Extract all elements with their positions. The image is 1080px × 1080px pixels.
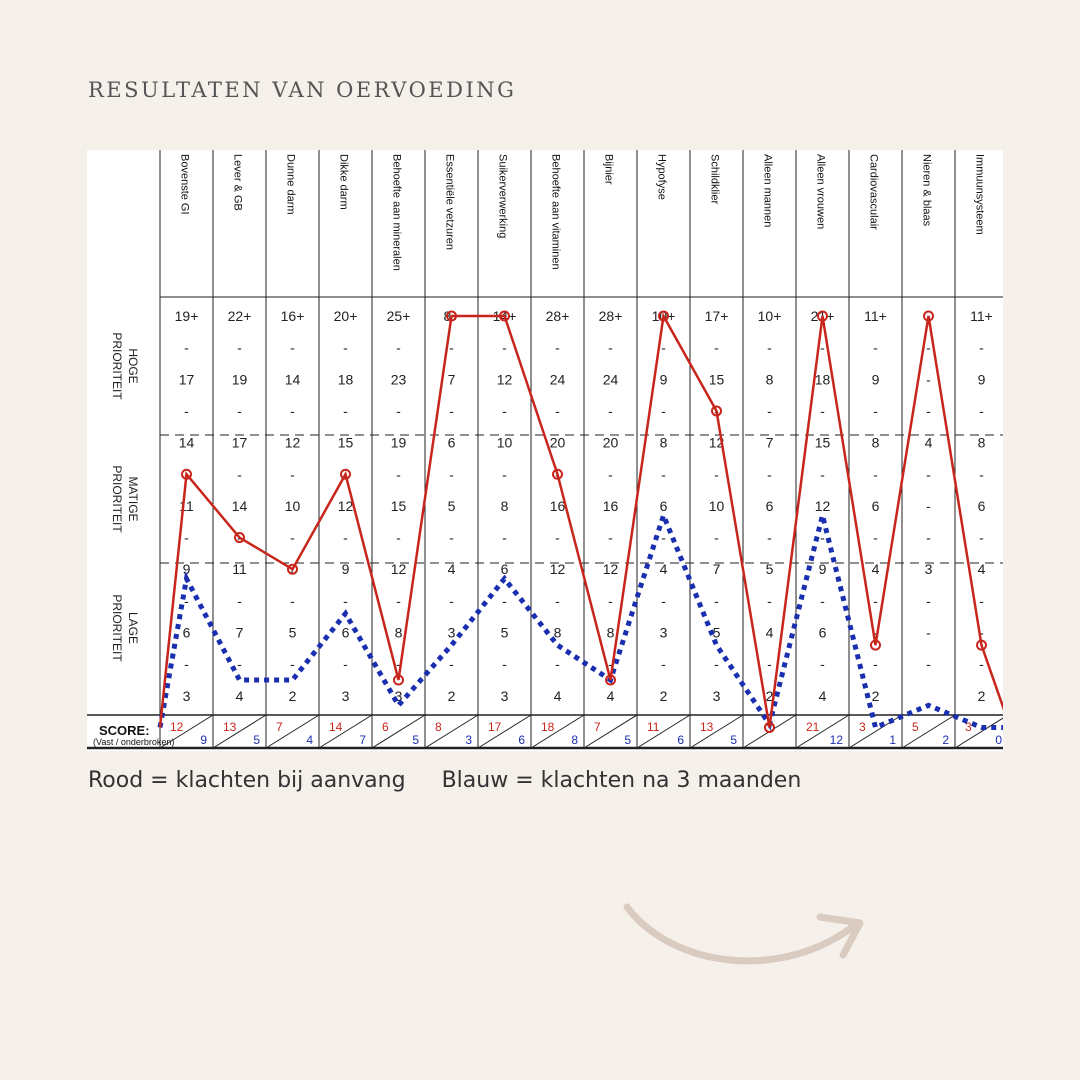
scale-label: 8+ bbox=[443, 308, 460, 324]
scale-label: - bbox=[237, 339, 242, 356]
scale-label: 15 bbox=[337, 434, 354, 451]
scale-label: 18 bbox=[337, 371, 354, 388]
scale-label: - bbox=[449, 529, 454, 546]
scale-label: 4 bbox=[924, 434, 933, 451]
score-blue: 5 bbox=[253, 733, 260, 747]
scale-label: 3 bbox=[394, 687, 403, 704]
scale-label: 9 bbox=[871, 371, 880, 388]
column-header: Suikerverwerking bbox=[496, 154, 509, 239]
scale-label: 22+ bbox=[227, 308, 252, 324]
scale-label: - bbox=[343, 592, 348, 609]
score-red: 7 bbox=[276, 720, 283, 734]
scale-label: - bbox=[767, 529, 772, 546]
scale-label: 10 bbox=[496, 434, 513, 451]
scale-label: - bbox=[820, 402, 825, 419]
zone-label: LAGE bbox=[126, 611, 140, 645]
scale-label: 12 bbox=[284, 434, 301, 451]
scale-label: 14+ bbox=[492, 308, 517, 324]
score-blue: 5 bbox=[412, 733, 419, 747]
scale-label: 3 bbox=[447, 624, 456, 641]
scale-label: 12 bbox=[337, 497, 354, 514]
scale-label: - bbox=[873, 656, 878, 673]
score-red: 5 bbox=[912, 720, 919, 734]
scale-label: 3 bbox=[500, 687, 509, 704]
column-header: Dikke darm bbox=[337, 154, 350, 210]
scale-label: - bbox=[714, 656, 719, 673]
scale-label: 9 bbox=[977, 371, 986, 388]
score-red: 17 bbox=[488, 720, 502, 734]
scale-label: 3 bbox=[182, 687, 191, 704]
scale-label: - bbox=[714, 529, 719, 546]
score-blue: 2 bbox=[942, 733, 949, 747]
score-red: 7 bbox=[594, 720, 601, 734]
column-header: Nieren & blaas bbox=[920, 154, 933, 227]
scale-label: 14 bbox=[284, 371, 301, 388]
score-blue: 6 bbox=[677, 733, 684, 747]
scale-label: 15 bbox=[708, 371, 725, 388]
scale-label: 9 bbox=[341, 561, 350, 578]
score-red: 13 bbox=[700, 720, 714, 734]
scale-label: - bbox=[449, 402, 454, 419]
scale-label: 6 bbox=[765, 497, 774, 514]
scale-label: 8 bbox=[500, 497, 509, 514]
scale-label: 9 bbox=[818, 561, 827, 578]
page-title: RESULTATEN VAN OERVOEDING bbox=[88, 78, 517, 102]
scale-label: - bbox=[608, 466, 613, 483]
score-red: 3 bbox=[859, 720, 866, 734]
scale-label: - bbox=[661, 466, 666, 483]
column-header: Essentiële vetzuren bbox=[443, 154, 456, 250]
scale-label: - bbox=[343, 402, 348, 419]
scale-label: - bbox=[184, 466, 189, 483]
scale-label: - bbox=[396, 592, 401, 609]
scale-label: - bbox=[767, 656, 772, 673]
scale-label: - bbox=[396, 339, 401, 356]
scale-label: - bbox=[290, 466, 295, 483]
scale-label: - bbox=[608, 339, 613, 356]
scale-label: 3 bbox=[712, 687, 721, 704]
column-header: Dunne darm bbox=[284, 154, 297, 215]
score-blue: 1 bbox=[889, 733, 896, 747]
score-blue: 7 bbox=[359, 733, 366, 747]
score-blue: 6 bbox=[518, 733, 525, 747]
scale-label: 6 bbox=[447, 434, 456, 451]
scale-label: - bbox=[184, 402, 189, 419]
scale-label: 4 bbox=[977, 561, 986, 578]
scale-label: 17+ bbox=[704, 308, 729, 324]
scale-label: - bbox=[820, 529, 825, 546]
scale-label: 4 bbox=[818, 687, 827, 704]
scale-label: - bbox=[555, 466, 560, 483]
scale-label: - bbox=[873, 624, 878, 641]
scale-label: - bbox=[396, 402, 401, 419]
scale-label: - bbox=[926, 402, 931, 419]
scale-label: 6 bbox=[500, 561, 509, 578]
scale-label: - bbox=[873, 529, 878, 546]
scale-label: - bbox=[449, 339, 454, 356]
scale-label: 4 bbox=[235, 687, 244, 704]
scale-label: - bbox=[343, 339, 348, 356]
scale-label: 11+ bbox=[970, 308, 993, 324]
score-red: 8 bbox=[435, 720, 442, 734]
scale-label: - bbox=[555, 656, 560, 673]
scale-label: 8 bbox=[394, 624, 403, 641]
chart-svg bbox=[87, 150, 1003, 751]
scale-label: - bbox=[555, 529, 560, 546]
scale-label: - bbox=[873, 339, 878, 356]
scale-label: - bbox=[608, 402, 613, 419]
scale-label: - bbox=[290, 592, 295, 609]
scale-label: - bbox=[237, 592, 242, 609]
scale-label: - bbox=[396, 656, 401, 673]
scale-label: 7 bbox=[235, 624, 244, 641]
scale-label: 17 bbox=[178, 371, 195, 388]
scale-label: 19 bbox=[231, 371, 248, 388]
scale-label: - bbox=[714, 402, 719, 419]
column-header: Bovenste GI bbox=[178, 154, 191, 215]
scale-label: - bbox=[926, 466, 931, 483]
scale-label: 2 bbox=[871, 687, 880, 704]
scale-label: 6 bbox=[818, 624, 827, 641]
scale-label: 19+ bbox=[174, 308, 199, 324]
scale-label: 8 bbox=[553, 624, 562, 641]
scale-label: - bbox=[184, 339, 189, 356]
scale-label: 23 bbox=[390, 371, 407, 388]
zone-label: PRIORITEIT bbox=[110, 594, 124, 662]
score-red: 6 bbox=[382, 720, 389, 734]
scale-label: - bbox=[237, 529, 242, 546]
scale-label: 12 bbox=[549, 561, 566, 578]
column-header: Bijnier bbox=[602, 154, 615, 185]
scale-label: - bbox=[661, 402, 666, 419]
scale-label: 15 bbox=[390, 497, 407, 514]
scale-label: 10+ bbox=[757, 308, 782, 324]
score-blue: 5 bbox=[624, 733, 631, 747]
scale-label: - bbox=[979, 339, 984, 356]
scale-label: 10 bbox=[284, 497, 301, 514]
scale-label: - bbox=[184, 656, 189, 673]
legend-blue: Blauw = klachten na 3 maanden bbox=[441, 768, 802, 793]
scale-label: 6 bbox=[977, 497, 986, 514]
scale-label: 11 bbox=[179, 497, 194, 514]
scale-label: - bbox=[926, 497, 931, 514]
scale-label: 4 bbox=[659, 561, 668, 578]
scale-label: 8 bbox=[871, 434, 880, 451]
scale-label: - bbox=[873, 466, 878, 483]
zone-label: PRIORITEIT bbox=[110, 332, 124, 400]
scale-label: - bbox=[290, 402, 295, 419]
scale-label: 14 bbox=[178, 434, 195, 451]
scale-label: 8 bbox=[765, 371, 774, 388]
legend bbox=[88, 768, 801, 793]
scale-label: 5 bbox=[500, 624, 509, 641]
scale-label: 5 bbox=[712, 624, 721, 641]
score-blue: 9 bbox=[200, 733, 207, 747]
scale-label: - bbox=[661, 339, 666, 356]
scale-label: 6 bbox=[182, 624, 191, 641]
scale-label: 4 bbox=[871, 561, 880, 578]
score-blue: 4 bbox=[306, 733, 313, 747]
scale-label: - bbox=[290, 529, 295, 546]
scale-label: - bbox=[820, 466, 825, 483]
scale-label: - bbox=[926, 624, 931, 641]
scale-label: - bbox=[979, 402, 984, 419]
zone-label: HOGE bbox=[126, 348, 140, 384]
scale-label: - bbox=[343, 529, 348, 546]
scale-label: - bbox=[926, 529, 931, 546]
scale-label: - bbox=[767, 339, 772, 356]
column-header: Alleen vrouwen bbox=[814, 154, 827, 230]
scale-label: 5 bbox=[765, 561, 774, 578]
scale-label: 21+ bbox=[810, 308, 835, 324]
score-red: 21 bbox=[806, 720, 820, 734]
scale-label: - bbox=[767, 592, 772, 609]
scale-label: 12 bbox=[708, 434, 725, 451]
scale-label: - bbox=[290, 656, 295, 673]
scale-label: 10+ bbox=[651, 308, 676, 324]
scale-label: - bbox=[608, 592, 613, 609]
score-red: 13 bbox=[223, 720, 237, 734]
scale-label: - bbox=[714, 339, 719, 356]
scale-label: - bbox=[661, 592, 666, 609]
score-red: 18 bbox=[541, 720, 555, 734]
scale-label: 19 bbox=[390, 434, 407, 451]
scale-label: 3 bbox=[341, 687, 350, 704]
scale-label: - bbox=[502, 529, 507, 546]
scale-label: - bbox=[237, 656, 242, 673]
scale-label: 4 bbox=[765, 624, 774, 641]
scale-label: 18 bbox=[814, 371, 831, 388]
scale-label: - bbox=[873, 592, 878, 609]
scale-label: - bbox=[979, 592, 984, 609]
scale-label: - bbox=[502, 656, 507, 673]
scale-label: 15 bbox=[814, 434, 831, 451]
score-red: 3 bbox=[965, 720, 972, 734]
scale-label: 3 bbox=[659, 624, 668, 641]
scale-label: - bbox=[502, 339, 507, 356]
score-red: 11 bbox=[647, 720, 660, 734]
column-header: Hypofyse bbox=[655, 154, 668, 200]
scale-label: - bbox=[820, 656, 825, 673]
zone-label: PRIORITEIT bbox=[110, 465, 124, 533]
scale-label: - bbox=[396, 529, 401, 546]
scale-label: 20 bbox=[602, 434, 619, 451]
scale-label: - bbox=[449, 656, 454, 673]
scale-label: 25+ bbox=[386, 308, 411, 324]
scale-label: - bbox=[502, 466, 507, 483]
scale-label: - bbox=[714, 592, 719, 609]
next-arrow-icon[interactable] bbox=[615, 895, 875, 985]
zone-label: MATIGE bbox=[126, 476, 140, 522]
scale-label: - bbox=[873, 402, 878, 419]
scale-label: - bbox=[767, 402, 772, 419]
score-blue: 5 bbox=[730, 733, 737, 747]
scale-label: - bbox=[237, 402, 242, 419]
scale-label: - bbox=[502, 402, 507, 419]
scale-label: - bbox=[979, 466, 984, 483]
scale-label: - bbox=[608, 656, 613, 673]
scale-label: - bbox=[184, 592, 189, 609]
column-header: Schildklier bbox=[708, 154, 721, 205]
scale-label: 12 bbox=[496, 371, 513, 388]
scale-label: 24 bbox=[602, 371, 619, 388]
score-sublabel: (Vast / onderbroken) bbox=[93, 737, 175, 747]
scale-label: 12 bbox=[602, 561, 619, 578]
scale-label: 5 bbox=[447, 497, 456, 514]
scale-label: - bbox=[502, 592, 507, 609]
score-blue: 8 bbox=[571, 733, 578, 747]
scale-label: 8 bbox=[977, 434, 986, 451]
scale-label: 9 bbox=[182, 561, 191, 578]
scale-label: 2 bbox=[659, 687, 668, 704]
scale-label: 20+ bbox=[333, 308, 358, 324]
scale-label: - bbox=[184, 529, 189, 546]
scale-label: 4 bbox=[553, 687, 562, 704]
scale-label: - bbox=[979, 656, 984, 673]
scale-label: 2 bbox=[765, 687, 774, 704]
scale-label: 11+ bbox=[864, 308, 887, 324]
column-header: Immuunsysteem bbox=[973, 154, 986, 235]
scale-label: 4 bbox=[447, 561, 456, 578]
scale-label: - bbox=[237, 466, 242, 483]
scale-label: - bbox=[555, 402, 560, 419]
scale-label: - bbox=[979, 529, 984, 546]
legend-red: Rood = klachten bij aanvang bbox=[88, 768, 406, 793]
scale-label: 8 bbox=[659, 434, 668, 451]
column-header: Behoefte aan vitaminen bbox=[549, 154, 562, 270]
scale-label: 7 bbox=[447, 371, 456, 388]
column-header: Cardiovasculair bbox=[867, 154, 880, 230]
scale-label: 7 bbox=[712, 561, 721, 578]
scale-label: 5 bbox=[288, 624, 297, 641]
scale-label: - bbox=[608, 529, 613, 546]
scale-label: - bbox=[767, 466, 772, 483]
scale-label: 16 bbox=[602, 497, 619, 514]
scale-label: 7 bbox=[288, 561, 297, 578]
score-blue: 12 bbox=[829, 733, 843, 747]
column-header: Alleen mannen bbox=[761, 154, 774, 228]
scale-label: 3 bbox=[924, 561, 933, 578]
scale-label: 24 bbox=[549, 371, 566, 388]
score-red: 14 bbox=[329, 720, 343, 734]
scale-label: 12 bbox=[814, 497, 831, 514]
scale-label: - bbox=[820, 592, 825, 609]
scale-label: 12 bbox=[390, 561, 407, 578]
scale-label: 17 bbox=[231, 434, 248, 451]
scale-label: - bbox=[555, 592, 560, 609]
scale-label: - bbox=[343, 466, 348, 483]
scale-label: 9 bbox=[659, 371, 668, 388]
scale-label: 2 bbox=[288, 687, 297, 704]
scale-label: 7 bbox=[765, 434, 774, 451]
scale-label: - bbox=[555, 339, 560, 356]
scale-label: 8 bbox=[606, 624, 615, 641]
scale-label: 2 bbox=[977, 687, 986, 704]
score-blue: 3 bbox=[465, 733, 472, 747]
score-label: SCORE: bbox=[99, 723, 150, 738]
scale-label: 2 bbox=[447, 687, 456, 704]
scale-label: - bbox=[926, 656, 931, 673]
scale-label: - bbox=[926, 339, 931, 356]
scale-label: - bbox=[449, 466, 454, 483]
scale-label: - bbox=[449, 592, 454, 609]
scale-label: 28+ bbox=[545, 308, 570, 324]
scale-label: - bbox=[661, 529, 666, 546]
scale-label: 11 bbox=[232, 561, 247, 578]
scale-label: - bbox=[820, 339, 825, 356]
scale-label: - bbox=[290, 339, 295, 356]
column-header: Lever & GB bbox=[231, 154, 244, 211]
column-header: Behoefte aan mineralen bbox=[390, 154, 403, 271]
scale-label: - bbox=[926, 371, 931, 388]
score-blue: 0 bbox=[995, 733, 1002, 747]
scale-label: - bbox=[661, 656, 666, 673]
scale-label: - bbox=[714, 466, 719, 483]
scale-label: 6 bbox=[341, 624, 350, 641]
scale-label: 20 bbox=[549, 434, 566, 451]
scale-label: 6 bbox=[659, 497, 668, 514]
scale-label: - bbox=[396, 466, 401, 483]
scale-label: 16 bbox=[549, 497, 566, 514]
scale-label: - bbox=[343, 656, 348, 673]
scale-label: - bbox=[926, 592, 931, 609]
score-red: 12 bbox=[170, 720, 184, 734]
scale-label: 16+ bbox=[280, 308, 305, 324]
scale-label: - bbox=[979, 624, 984, 641]
scale-label: 10 bbox=[708, 497, 725, 514]
scale-label: 28+ bbox=[598, 308, 623, 324]
scale-label: 6 bbox=[871, 497, 880, 514]
priority-chart bbox=[87, 150, 1003, 751]
scale-label: 14 bbox=[231, 497, 248, 514]
scale-label: 4 bbox=[606, 687, 615, 704]
